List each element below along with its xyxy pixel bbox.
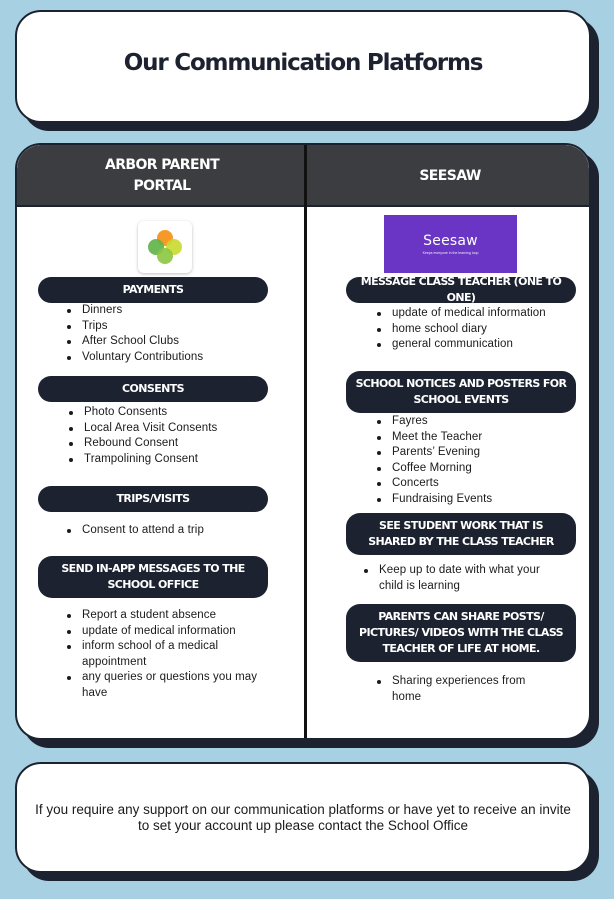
footer-card <box>15 762 591 873</box>
list-item: Consent to attend a trip <box>65 523 280 539</box>
seesaw-parents-share-list <box>375 674 555 705</box>
list-item: Parents’ Evening <box>375 445 580 461</box>
list-item: any queries or questions you may have <box>65 670 265 701</box>
list-item: inform school of a medical appointment <box>65 639 265 670</box>
list-item: Meet the Teacher <box>375 430 580 446</box>
list-item: Sharing experiences from home <box>375 674 555 705</box>
arbor-title-line2: PORTAL <box>133 178 191 194</box>
list-item: home school diary <box>375 322 580 338</box>
seesaw-logo-icon <box>384 215 517 273</box>
list-item: Trampolining Consent <box>67 452 282 468</box>
seesaw-logo-tagline: Keeps everyone in the learning loop <box>422 251 479 255</box>
arbor-trips-heading: TRIPS/VISITS <box>38 486 268 512</box>
list-item: After School Clubs <box>65 334 280 350</box>
seesaw-parents-share-heading: PARENTS CAN SHARE POSTS/ PICTURES/ VIDEOS WITH THE CLASS TEACHER OF LIFE AT HOME. <box>346 604 576 662</box>
list-item: update of medical information <box>65 624 265 640</box>
list-item: Voluntary Contributions <box>65 350 280 366</box>
footer-support-text: If you require any support on our communication platforms or have yet to receive an invite to set your account up please contact the School Office <box>35 802 571 833</box>
page-title: Our Communication Platforms <box>123 50 483 76</box>
arbor-title-line1: ARBOR PARENT <box>104 157 220 173</box>
list-item: Fayres <box>375 414 580 430</box>
list-item: Rebound Consent <box>67 436 282 452</box>
seesaw-message-teacher-list <box>375 306 580 353</box>
platforms-card <box>15 143 591 740</box>
list-item: Report a student absence <box>65 608 265 624</box>
seesaw-student-work-list <box>362 563 567 594</box>
seesaw-message-teacher-heading: MESSAGE CLASS TEACHER (ONE TO ONE) <box>346 277 576 303</box>
list-item: general communication <box>375 337 580 353</box>
arbor-trips-list <box>65 523 280 539</box>
arbor-consents-heading: CONSENTS <box>38 376 268 402</box>
list-item: update of medical information <box>375 306 580 322</box>
seesaw-notices-heading: SCHOOL NOTICES AND POSTERS FOR SCHOOL EVENTS <box>346 371 576 413</box>
seesaw-student-work-heading: SEE STUDENT WORK THAT IS SHARED BY THE CLASS TEACHER <box>346 513 576 555</box>
arbor-messages-list <box>65 608 265 701</box>
arbor-messages-heading: SEND IN-APP MESSAGES TO THE SCHOOL OFFICE <box>38 556 268 598</box>
list-item: Local Area Visit Consents <box>67 421 282 437</box>
list-item: Fundraising Events <box>375 492 580 508</box>
list-item: Keep up to date with what your child is learning <box>362 563 567 594</box>
list-item: Trips <box>65 319 280 335</box>
seesaw-logo-text: Seesaw <box>423 233 478 249</box>
list-item: Coffee Morning <box>375 461 580 477</box>
seesaw-notices-list <box>375 414 580 507</box>
arbor-consents-list <box>67 405 282 467</box>
column-divider <box>304 145 307 740</box>
arbor-payments-list <box>65 303 280 365</box>
arbor-column-title <box>17 145 307 207</box>
list-item: Concerts <box>375 476 580 492</box>
list-item: Dinners <box>65 303 280 319</box>
title-card <box>15 10 591 123</box>
arbor-logo-icon <box>138 221 192 273</box>
seesaw-column-title: SEESAW <box>419 167 481 184</box>
list-item: Photo Consents <box>67 405 282 421</box>
arbor-payments-heading: PAYMENTS <box>38 277 268 303</box>
